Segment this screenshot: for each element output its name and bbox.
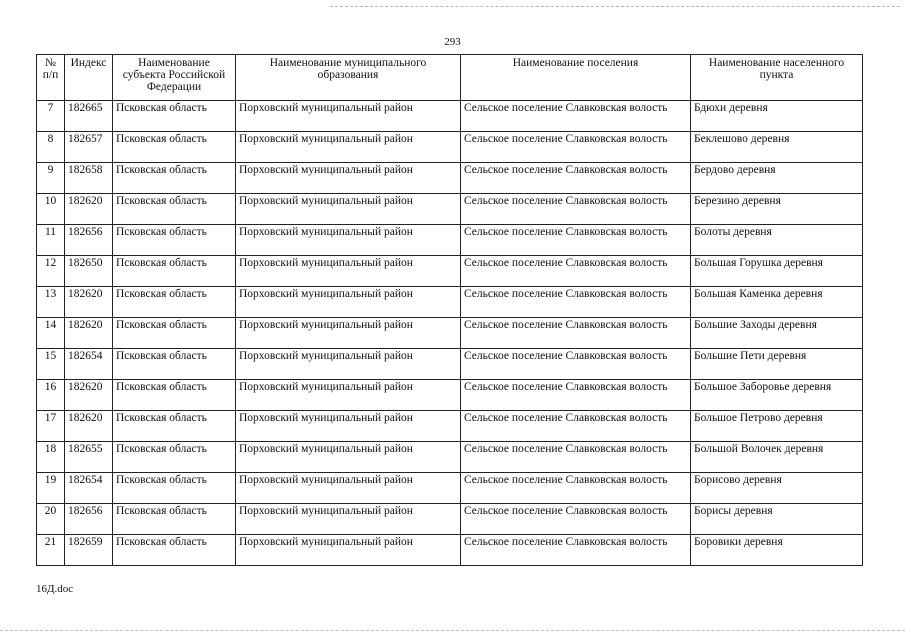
header-index: Индекс — [65, 55, 113, 101]
cell-number: 12 — [37, 256, 65, 287]
cell-number: 14 — [37, 318, 65, 349]
cell-locality: Большие Пети деревня — [691, 349, 863, 380]
cell-municipality: Порховский муниципальный район — [236, 287, 461, 318]
cell-locality: Болоты деревня — [691, 225, 863, 256]
cell-locality: Боровики деревня — [691, 535, 863, 566]
cell-locality: Большой Волочек деревня — [691, 442, 863, 473]
table-row — [37, 442, 863, 473]
cell-subject: Псковская область — [113, 256, 236, 287]
cell-subject: Псковская область — [113, 349, 236, 380]
cell-settlement: Сельское поселение Славковская волость — [461, 225, 691, 256]
cell-municipality: Порховский муниципальный район — [236, 194, 461, 225]
cell-municipality: Порховский муниципальный район — [236, 101, 461, 132]
cell-index: 182620 — [65, 380, 113, 411]
cell-number: 21 — [37, 535, 65, 566]
cell-number: 15 — [37, 349, 65, 380]
cell-subject: Псковская область — [113, 287, 236, 318]
cell-municipality: Порховский муниципальный район — [236, 473, 461, 504]
header-locality: Наименование населенного пункта — [691, 55, 863, 101]
cell-settlement: Сельское поселение Славковская волость — [461, 535, 691, 566]
cell-settlement: Сельское поселение Славковская волость — [461, 318, 691, 349]
table-header-row — [37, 55, 863, 101]
cell-settlement: Сельское поселение Славковская волость — [461, 101, 691, 132]
header-settlement: Наименование поселения — [461, 55, 691, 101]
cell-settlement: Сельское поселение Славковская волость — [461, 194, 691, 225]
cell-index: 182620 — [65, 411, 113, 442]
cell-municipality: Порховский муниципальный район — [236, 504, 461, 535]
cell-settlement: Сельское поселение Славковская волость — [461, 349, 691, 380]
cell-index: 182620 — [65, 194, 113, 225]
table-row — [37, 380, 863, 411]
cell-index: 182650 — [65, 256, 113, 287]
cell-settlement: Сельское поселение Славковская волость — [461, 132, 691, 163]
cell-number: 13 — [37, 287, 65, 318]
cell-settlement: Сельское поселение Славковская волость — [461, 380, 691, 411]
cell-number: 17 — [37, 411, 65, 442]
cell-subject: Псковская область — [113, 504, 236, 535]
cell-locality: Бдюхи деревня — [691, 101, 863, 132]
cell-settlement: Сельское поселение Славковская волость — [461, 287, 691, 318]
cell-index: 182654 — [65, 473, 113, 504]
table-row — [37, 535, 863, 566]
cell-index: 182620 — [65, 318, 113, 349]
cell-settlement: Сельское поселение Славковская волость — [461, 473, 691, 504]
cell-municipality: Порховский муниципальный район — [236, 380, 461, 411]
cell-index: 182654 — [65, 349, 113, 380]
cell-municipality: Порховский муниципальный район — [236, 318, 461, 349]
table-row — [37, 318, 863, 349]
page-number: 293 — [444, 36, 461, 48]
scan-edge-top — [330, 6, 900, 7]
table-row — [37, 101, 863, 132]
cell-subject: Псковская область — [113, 318, 236, 349]
cell-number: 8 — [37, 132, 65, 163]
cell-settlement: Сельское поселение Славковская волость — [461, 411, 691, 442]
cell-locality: Борисы деревня — [691, 504, 863, 535]
header-subject: Наименование субъекта Российской Федерации — [113, 55, 236, 101]
cell-index: 182656 — [65, 504, 113, 535]
cell-subject: Псковская область — [113, 225, 236, 256]
cell-subject: Псковская область — [113, 163, 236, 194]
cell-municipality: Порховский муниципальный район — [236, 132, 461, 163]
cell-municipality: Порховский муниципальный район — [236, 163, 461, 194]
cell-locality: Большое Петрово деревня — [691, 411, 863, 442]
cell-locality: Большие Заходы деревня — [691, 318, 863, 349]
footer-filename: 16Д.doc — [36, 583, 74, 595]
cell-subject: Псковская область — [113, 101, 236, 132]
cell-index: 182659 — [65, 535, 113, 566]
cell-subject: Псковская область — [113, 473, 236, 504]
cell-settlement: Сельское поселение Славковская волость — [461, 504, 691, 535]
settlements-table — [36, 54, 863, 566]
cell-settlement: Сельское поселение Славковская волость — [461, 163, 691, 194]
cell-municipality: Порховский муниципальный район — [236, 442, 461, 473]
cell-index: 182620 — [65, 287, 113, 318]
cell-number: 20 — [37, 504, 65, 535]
table-row — [37, 225, 863, 256]
cell-number: 18 — [37, 442, 65, 473]
cell-number: 11 — [37, 225, 65, 256]
table-row — [37, 287, 863, 318]
cell-index: 182665 — [65, 101, 113, 132]
table-row — [37, 504, 863, 535]
cell-municipality: Порховский муниципальный район — [236, 225, 461, 256]
cell-number: 7 — [37, 101, 65, 132]
cell-subject: Псковская область — [113, 535, 236, 566]
table-row — [37, 473, 863, 504]
cell-index: 182657 — [65, 132, 113, 163]
cell-municipality: Порховский муниципальный район — [236, 256, 461, 287]
cell-locality: Большая Горушка деревня — [691, 256, 863, 287]
scan-edge-bottom — [0, 630, 905, 631]
cell-subject: Псковская область — [113, 442, 236, 473]
cell-subject: Псковская область — [113, 194, 236, 225]
cell-number: 9 — [37, 163, 65, 194]
cell-subject: Псковская область — [113, 411, 236, 442]
cell-number: 16 — [37, 380, 65, 411]
table-body — [37, 101, 863, 566]
table-row — [37, 349, 863, 380]
cell-number: 19 — [37, 473, 65, 504]
cell-locality: Большая Каменка деревня — [691, 287, 863, 318]
cell-locality: Березино деревня — [691, 194, 863, 225]
cell-locality: Большое Заборовье деревня — [691, 380, 863, 411]
cell-subject: Псковская область — [113, 132, 236, 163]
cell-index: 182656 — [65, 225, 113, 256]
header-municipality: Наименование муниципального образования — [236, 55, 461, 101]
cell-index: 182655 — [65, 442, 113, 473]
cell-locality: Бердово деревня — [691, 163, 863, 194]
table-row — [37, 256, 863, 287]
cell-municipality: Порховский муниципальный район — [236, 349, 461, 380]
cell-municipality: Порховский муниципальный район — [236, 535, 461, 566]
cell-locality: Беклешово деревня — [691, 132, 863, 163]
table-row — [37, 411, 863, 442]
cell-settlement: Сельское поселение Славковская волость — [461, 442, 691, 473]
cell-municipality: Порховский муниципальный район — [236, 411, 461, 442]
table-row — [37, 163, 863, 194]
cell-index: 182658 — [65, 163, 113, 194]
table-row — [37, 194, 863, 225]
table-row — [37, 132, 863, 163]
cell-settlement: Сельское поселение Славковская волость — [461, 256, 691, 287]
cell-number: 10 — [37, 194, 65, 225]
cell-locality: Борисово деревня — [691, 473, 863, 504]
cell-subject: Псковская область — [113, 380, 236, 411]
header-number: № п/п — [37, 55, 65, 101]
